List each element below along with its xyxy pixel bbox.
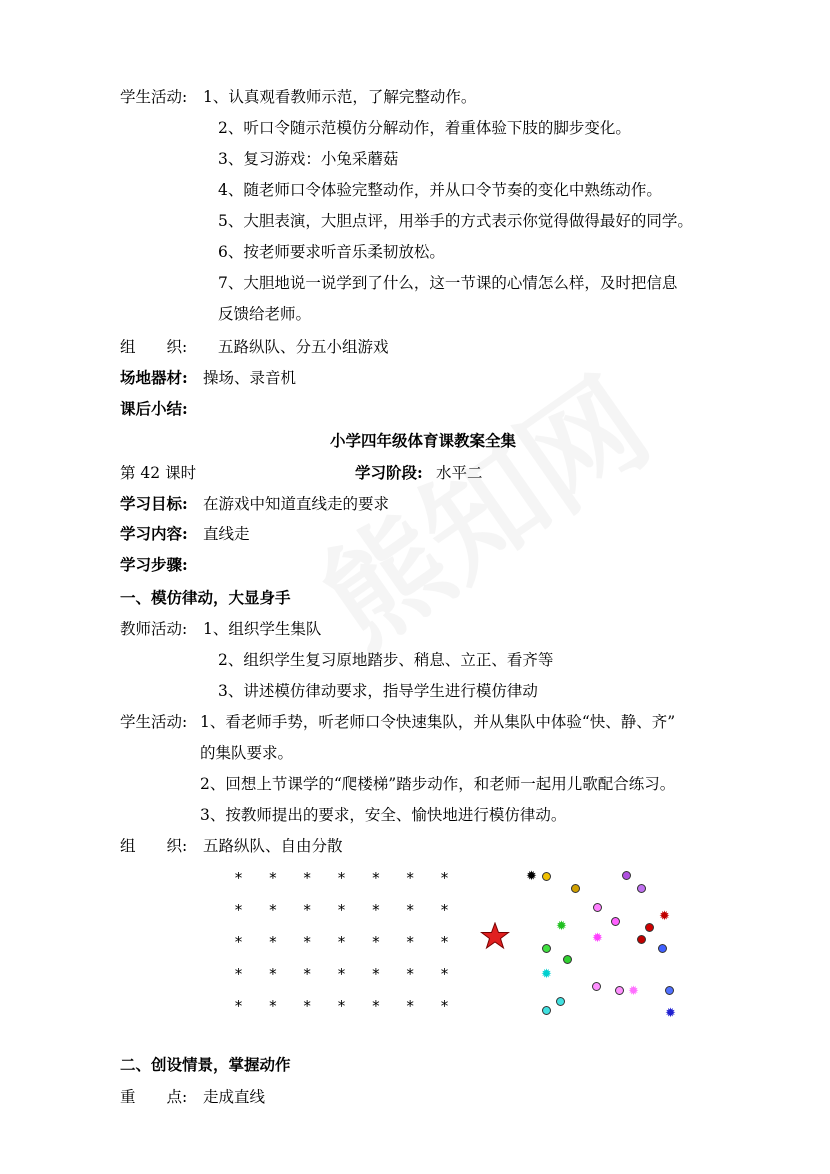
- stage-value: 水平二: [436, 464, 483, 482]
- student-item: 3、复习游戏：小兔采蘑菇: [218, 150, 399, 168]
- burst-icon: ✹: [628, 984, 639, 999]
- student-item: 7、大胆地说一说学到了什么，这一节课的心情怎么样，及时把信息: [218, 274, 678, 292]
- lesson-title: 小学四年级体育课教案全集: [330, 431, 517, 450]
- student-star: *: [336, 997, 347, 1015]
- formation-row: [234, 902, 449, 918]
- content-value: 直线走: [203, 525, 250, 543]
- student-star: *: [302, 869, 312, 887]
- smiley-icon: [658, 944, 667, 953]
- student-star: *: [234, 997, 244, 1015]
- formation-row: [234, 998, 449, 1014]
- formation-row: [234, 966, 449, 982]
- steps-label: 学习步骤:: [120, 555, 188, 574]
- student-star: *: [371, 933, 381, 951]
- student-star: *: [371, 901, 381, 919]
- student-item: 的集队要求。: [200, 744, 294, 762]
- key-point-label: 重 点:: [120, 1088, 188, 1106]
- student-item: 1、认真观看教师示范，了解完整动作。: [203, 88, 477, 106]
- organization-label-2: 组 织:: [120, 837, 188, 855]
- student-star: *: [268, 997, 278, 1015]
- smiley-icon: [542, 944, 551, 953]
- smiley-icon: [622, 871, 631, 880]
- teacher-item: 1、组织学生集队: [203, 620, 322, 638]
- burst-icon: ✹: [556, 919, 567, 934]
- student-item: 反馈给老师。: [218, 305, 312, 323]
- stage-label: 学习阶段:: [355, 463, 423, 482]
- student-star: *: [439, 901, 449, 919]
- student-star: *: [302, 997, 312, 1015]
- student-star: *: [371, 997, 381, 1015]
- goal-label: 学习目标:: [120, 494, 188, 513]
- student-star: *: [336, 901, 347, 919]
- student-star: *: [234, 901, 244, 919]
- content-label: 学习内容:: [120, 524, 188, 543]
- student-star: *: [234, 869, 244, 887]
- student-star: *: [336, 933, 347, 951]
- student-star: *: [439, 933, 449, 951]
- teacher-star-icon: [480, 922, 510, 950]
- burst-icon: ✹: [541, 967, 552, 982]
- lesson-period: 第 42 课时: [120, 464, 197, 482]
- student-item: 4、随老师口令体验完整动作，并从口令节奏的变化中熟练动作。: [218, 181, 662, 199]
- equipment-text: 操场、录音机: [203, 369, 297, 387]
- student-star: *: [405, 869, 415, 887]
- goal-value: 在游戏中知道直线走的要求: [203, 495, 390, 513]
- smiley-icon: [556, 997, 565, 1006]
- student-star: *: [268, 965, 278, 983]
- burst-icon: ✹: [659, 909, 670, 924]
- key-point-text: 走成直线: [203, 1088, 266, 1106]
- smiley-icon: [563, 955, 572, 964]
- burst-icon: ✹: [665, 1006, 676, 1021]
- smiley-icon: [592, 982, 601, 991]
- student-star: *: [439, 869, 449, 887]
- teacher-item: 3、讲述模仿律动要求，指导学生进行模仿律动: [218, 682, 538, 700]
- teacher-item: 2、组织学生复习原地踏步、稍息、立正、看齐等: [218, 651, 554, 669]
- student-star: *: [405, 933, 415, 951]
- formation-row: [234, 934, 449, 950]
- student-star: *: [268, 869, 278, 887]
- student-item: 5、大胆表演，大胆点评，用举手的方式表示你觉得做得最好的同学。: [218, 212, 693, 230]
- student-star: *: [439, 965, 449, 983]
- student-item: 6、按老师要求听音乐柔韧放松。: [218, 243, 445, 261]
- teacher-activity-label: 教师活动:: [120, 620, 188, 638]
- smiley-icon: [542, 872, 551, 881]
- section-heading-1: 一、模仿律动，大显身手: [120, 588, 291, 607]
- student-star: *: [268, 933, 278, 951]
- smiley-icon: [637, 884, 646, 893]
- smiley-icon: [645, 923, 654, 932]
- summary-label: 课后小结:: [120, 399, 188, 418]
- organization-label-1: 组 织:: [120, 338, 188, 356]
- organization-text-2: 五路纵队、自由分散: [203, 837, 343, 855]
- student-item: 1、看老师手势，听老师口令快速集队，并从集队中体验“快、静、齐”: [200, 713, 676, 731]
- student-star: *: [302, 933, 312, 951]
- burst-icon: ✹: [592, 931, 603, 946]
- student-star: *: [234, 965, 244, 983]
- student-star: *: [234, 933, 244, 951]
- organization-text-1: 五路纵队、分五小组游戏: [218, 338, 389, 356]
- student-star: *: [371, 869, 381, 887]
- student-star: *: [336, 965, 347, 983]
- student-star: *: [336, 869, 347, 887]
- student-item: 3、按教师提出的要求，安全、愉快地进行模仿律动。: [200, 806, 567, 824]
- burst-icon: ✹: [526, 869, 537, 884]
- student-star: *: [371, 965, 381, 983]
- student-activity-label-2: 学生活动:: [120, 713, 188, 731]
- student-star: *: [405, 997, 415, 1015]
- student-item: 2、听口令随示范模仿分解动作，着重体验下肢的脚步变化。: [218, 119, 631, 137]
- smiley-icon: [571, 884, 580, 893]
- student-star: *: [405, 965, 415, 983]
- smiley-icon: [665, 986, 674, 995]
- formation-row: [234, 870, 449, 886]
- smiley-icon: [542, 1006, 551, 1015]
- student-item: 2、回想上节课学的“爬楼梯”踏步动作，和老师一起用儿歌配合练习。: [200, 775, 676, 793]
- smiley-icon: [615, 986, 624, 995]
- smiley-icon: [637, 935, 646, 944]
- section-heading-2: 二、创设情景，掌握动作: [120, 1055, 291, 1074]
- student-star: *: [302, 965, 312, 983]
- student-star: *: [405, 901, 415, 919]
- student-star: *: [439, 997, 449, 1015]
- smiley-icon: [593, 903, 602, 912]
- student-star: *: [302, 901, 312, 919]
- equipment-label: 场地器材:: [120, 368, 188, 387]
- student-star: *: [268, 901, 278, 919]
- smiley-icon: [611, 917, 620, 926]
- student-activity-label-1: 学生活动:: [120, 88, 188, 106]
